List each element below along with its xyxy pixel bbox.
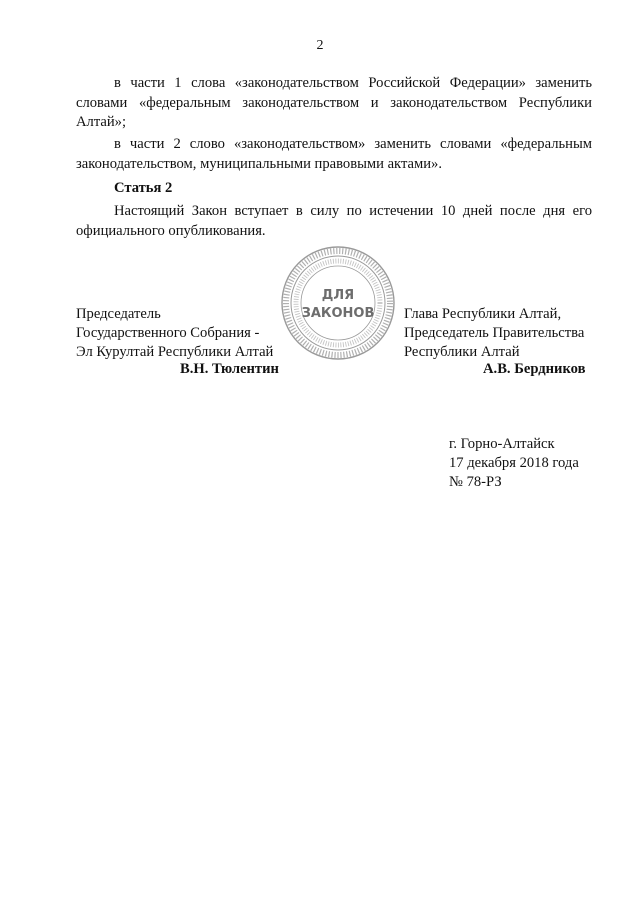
stamp-line-2: ЗАКОНОВ: [301, 306, 375, 321]
stamp-line-1: ДЛЯ: [321, 288, 355, 303]
signature-left-line: Председатель: [76, 306, 161, 322]
signature-right-name: А.В. Бердников: [483, 361, 586, 377]
article-heading: Статья 2: [114, 180, 173, 196]
signature-left-line: Государственного Собрания -: [76, 325, 260, 341]
place-date-block: [449, 435, 579, 492]
signature-right-line: Глава Республики Алтай,: [404, 306, 562, 322]
page-number: 2: [316, 38, 324, 53]
signature-left-title: [76, 305, 273, 362]
signature-right-title: [404, 305, 584, 362]
date: 17 декабря 2018 года: [449, 455, 579, 471]
paragraph-amend-part1: в части 1 слова «законодательством Российской Федерации» заменить словами «федеральным законодательством и законодательством Республики Алтай»;: [76, 75, 592, 130]
paragraph-entry-into-force: Настоящий Закон вступает в силу по истечении 10 дней после дня его официального опубликования.: [76, 203, 592, 239]
city: г. Горно-Алтайск: [449, 436, 555, 452]
seal-stamp: [280, 245, 396, 361]
signature-right-line: Председатель Правительства: [404, 325, 585, 341]
signature-right-line: Республики Алтай: [404, 344, 520, 360]
signature-left-name: В.Н. Тюлентин: [180, 361, 279, 377]
paragraph-amend-part2: в части 2 слово «законодательством» заменить словами «федеральным законодательством, муниципальными правовыми актами».: [76, 136, 592, 172]
law-number: № 78-РЗ: [449, 474, 502, 490]
signature-left-line: Эл Курултай Республики Алтай: [76, 344, 274, 360]
